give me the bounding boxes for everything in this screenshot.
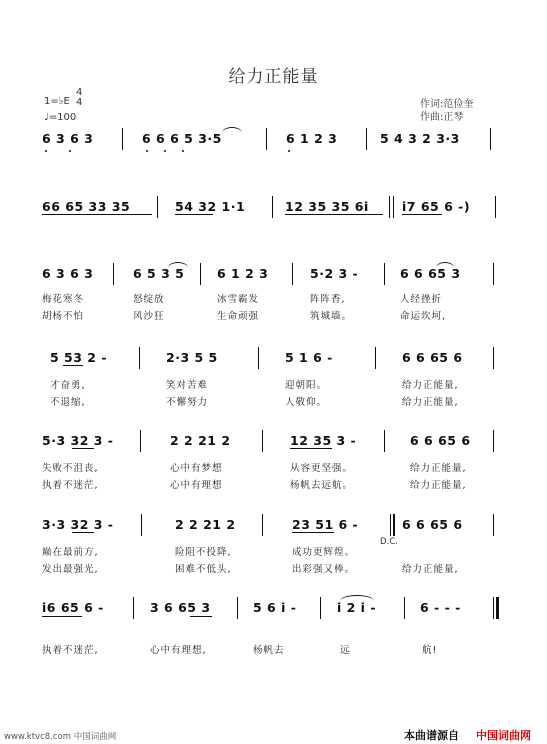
measure-5-4: 6 6 65 6 [410,433,471,448]
measure-7-3: 5 6 i - [253,600,297,615]
measure-3-3: 6 1 2 3 [217,266,269,281]
lyric-4-4-v2: 给力正能量, [402,397,459,408]
lyric-7-1: 执着不迷茫, [42,645,99,656]
barline [139,347,140,369]
measure-7-2: 3 6 65 3 [150,600,211,615]
beam-underline [72,532,94,533]
key-signature: 1=♭E [44,96,70,107]
lyric-7-2: 心中有理想, [150,645,207,656]
lyric-4-1-v2: 不退缩, [50,397,86,408]
low-octave-dot [288,150,290,152]
barline [237,597,238,619]
measure-4-3: 5 1 6 - [285,350,333,365]
barline [493,430,494,452]
lyric-5-2-v2: 心中有理想 [170,480,223,491]
lyric-3-4-v1: 阵阵香, [310,294,346,305]
lyric-5-2-v1: 心中有梦想 [170,463,223,474]
measure-2-2: 54 32 1·1 [175,199,246,214]
footer-brand[interactable]: 中国词曲网 [476,729,531,742]
barline [113,263,114,285]
lyric-3-5-v1: 人经挫折 [400,294,443,305]
lyric-3-5-v2: 命运坎坷, [400,311,447,322]
barline [320,597,321,619]
lyric-7-3: 杨帆去 [253,645,285,656]
barline [140,430,141,452]
barline [258,347,259,369]
final-barline-thick [496,597,499,619]
time-signature [76,88,82,108]
barline [404,597,405,619]
lyric-5-3-v2: 杨帆去远航。 [290,480,354,491]
measure-5-3: 12 35 3 - [290,433,357,448]
beam-underline [72,448,94,449]
beam-underline [42,616,82,617]
barline [122,128,123,150]
measure-1-3: 6 1 2 3 [286,131,338,146]
tempo-marking: ♩=100 [44,112,77,123]
lyric-5-1-v1: 失败不沮丧, [42,463,99,474]
measure-2-1: 66 65 33 35 [42,199,131,214]
song-title: 给力正能量 [228,67,319,87]
time-numerator: 4 [76,87,83,98]
measure-1-2: 6 6 6 5 3·5 [142,131,222,146]
tie-mark [222,127,242,133]
measure-6-4: 6 6 65 6 [402,517,463,532]
footer-website[interactable]: www.ktvc8.com 中国词曲网 [4,732,117,742]
barline [495,196,496,218]
lyric-3-2-v2: 风沙狂 [133,311,165,322]
lyric-3-4-v2: 筑城墙。 [310,311,353,322]
measure-5-1: 5·3 32 3 - [42,433,114,448]
measure-3-2: 6 5 3 5 [133,266,185,281]
final-barline [493,597,494,619]
lyric-3-2-v1: 怒绽放 [133,294,165,305]
lyric-4-3-v1: 迎朝阳。 [285,380,328,391]
beam-underline [190,616,212,617]
measure-6-2: 2 2 21 2 [175,517,236,532]
measure-2-4: i7 65 6 -) [402,199,471,214]
lyric-6-2-v1: 险阻不投降, [175,547,232,558]
double-barline-thick [393,514,395,536]
lyric-6-1-v1: 巅在最前方, [42,547,99,558]
barline [493,263,494,285]
lyric-3-3-v1: 冰雪霸发 [217,294,260,305]
time-denominator: 4 [76,97,83,108]
measure-3-1: 6 3 6 3 [42,266,94,281]
dc-marking: D.C. [380,537,398,547]
lyric-5-3-v1: 从容更坚强。 [290,463,354,474]
lyric-5-4-v2: 给力正能量, [410,480,467,491]
measure-1-1: 6 3 6 3 [42,131,94,146]
lyric-4-3-v2: 人敬仰。 [285,397,328,408]
lyric-3-3-v2: 生命顽强 [217,311,260,322]
lyric-6-1-v2: 发出最强光, [42,564,99,575]
barline [262,430,263,452]
barline [272,196,273,218]
measure-6-1: 3·3 32 3 - [42,517,114,532]
tie-mark [168,262,188,268]
lyric-6-3-v1: 成功更辉煌。 [292,547,356,558]
barline [292,263,293,285]
low-octave-dot [164,150,166,152]
measure-7-5: 6 - - - [420,600,461,615]
measure-4-1: 5 53 2 - [50,350,108,365]
beam-underline [290,448,332,449]
footer-source-label: 本曲谱源自 [404,729,459,742]
barline [384,430,385,452]
barline [384,263,385,285]
lyric-4-1-v1: 才奋勇, [50,380,86,391]
barline [262,514,263,536]
lyric-4-2-v2: 不懈努力 [166,397,209,408]
barline [366,128,367,150]
lyricist-credit: 作词:范俭奎 [420,99,474,110]
measure-3-4: 5·2 3 - [310,266,359,281]
measure-3-5: 6 6 65 3 [400,266,461,281]
barline [157,196,158,218]
beam-underline [42,214,152,215]
lyric-6-3-v2: 出彩强又棒。 [292,564,356,575]
measure-5-2: 2 2 21 2 [170,433,231,448]
barline [200,263,201,285]
measure-1-4: 5 4 3 2 3·3 [380,131,460,146]
lyric-4-2-v1: 笑对苦难 [166,380,209,391]
lyric-7-5: 航! [422,645,438,656]
lyric-6-4-v2: 给力正能量, [402,564,459,575]
barline [266,128,267,150]
measure-7-1: i6 65 6 - [42,600,104,615]
beam-underline [292,532,334,533]
beam-underline [175,214,213,215]
lyric-5-4-v1: 给力正能量, [410,463,467,474]
lyric-4-4-v1: 给力正能量, [402,380,459,391]
measure-4-2: 2·3 5 5 [166,350,218,365]
low-octave-dot [45,150,47,152]
lyric-6-2-v2: 困难不低头, [175,564,232,575]
composer-credit: 作曲:正琴 [420,112,464,123]
beam-underline [285,214,383,215]
repeat-barline [393,196,394,218]
double-barline [390,514,391,536]
beam-underline [63,365,83,366]
barline [493,514,494,536]
lyric-7-4: 远 [340,645,351,656]
low-octave-dot [146,150,148,152]
barline [141,514,142,536]
measure-7-4: i 2 i - [337,600,377,615]
low-octave-dot [69,150,71,152]
measure-6-3: 23 51 6 - [292,517,359,532]
lyric-3-1-v1: 梅花寒冬 [42,294,85,305]
barline [493,347,494,369]
measure-2-3: 12 35 35 6i [285,199,369,214]
tie-mark [436,262,454,268]
lyric-5-1-v2: 执着不迷茫, [42,480,99,491]
tie-mark [340,595,374,601]
barline [375,347,376,369]
barline [133,597,134,619]
lyric-3-1-v2: 胡杨不怕 [42,311,85,322]
barline [490,128,491,150]
low-octave-dot [182,150,184,152]
measure-4-4: 6 6 65 6 [402,350,463,365]
beam-underline [402,214,442,215]
barline [389,196,390,218]
